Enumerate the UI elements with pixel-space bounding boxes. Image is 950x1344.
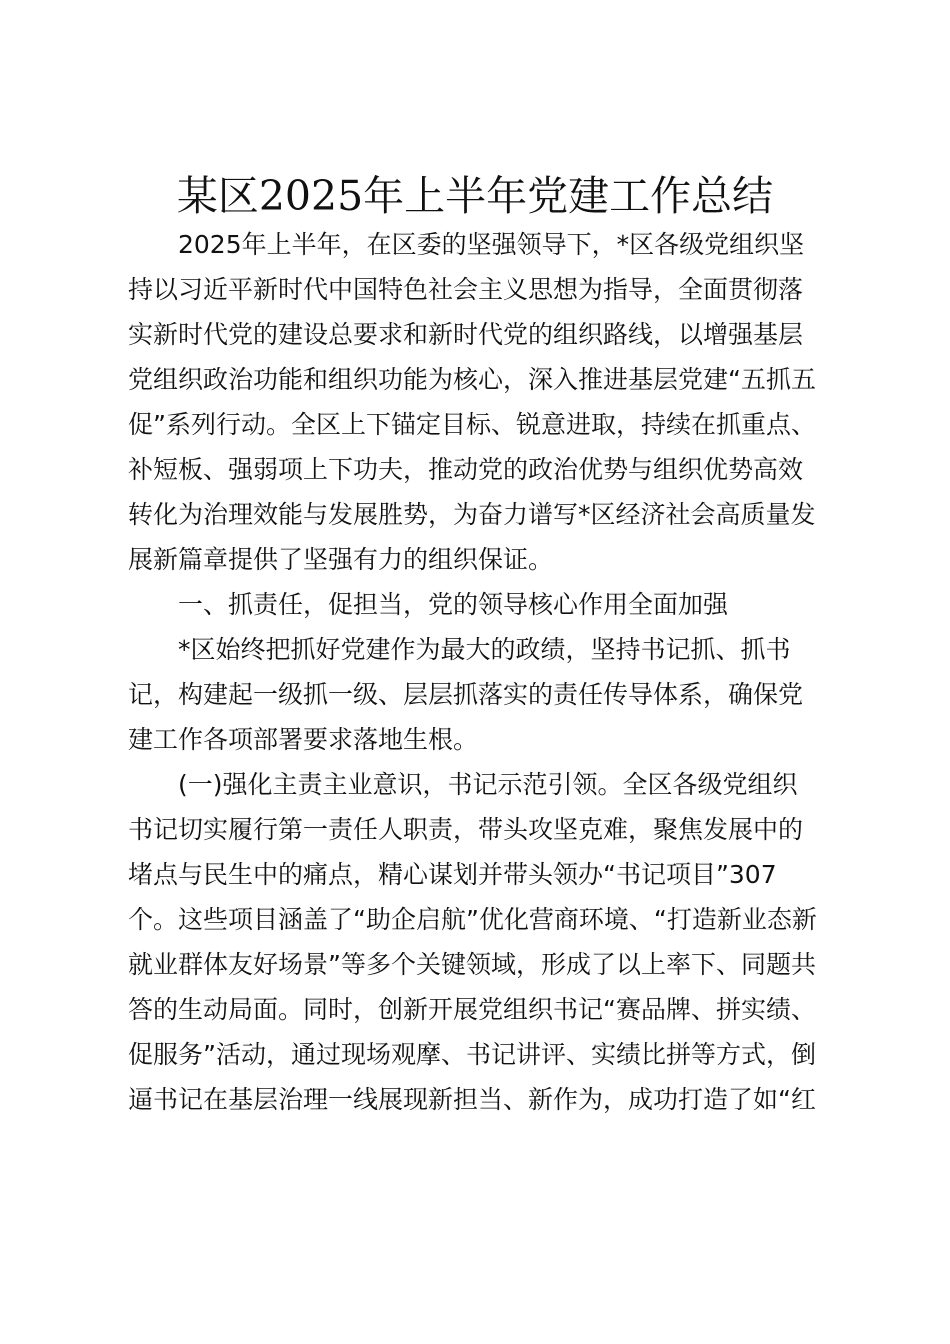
intro-line: 实新时代党的建设总要求和新时代党的组织路线，以增强基层	[128, 320, 804, 349]
intro-line: 持以习近平新时代中国特色社会主义思想为指导，全面贯彻落	[128, 275, 804, 304]
intro-line: 党组织政治功能和组织功能为核心，深入推进基层党建“五抓五	[128, 365, 816, 394]
intro-line: 补短板、强弱项上下功夫，推动党的政治优势与组织优势高效	[128, 455, 804, 484]
subsection-line: 个。这些项目涵盖了“助企启航”优化营商环境、“打造新业态新	[128, 905, 817, 934]
section-line: *区始终把抓好党建作为最大的政绩，坚持书记抓、抓书	[178, 635, 791, 664]
section-line: 建工作各项部署要求落地生根。	[128, 725, 479, 754]
intro-line: 促”系列行动。全区上下锚定目标、锐意进取，持续在抓重点、	[128, 410, 816, 439]
subsection-line: 逼书记在基层治理一线展现新担当、新作为，成功打造了如“红	[128, 1085, 816, 1114]
subsection-line: 就业群体友好场景”等多个关键领域，形成了以上率下、同题共	[128, 950, 816, 979]
section-heading: 一、抓责任，促担当，党的领导核心作用全面加强	[178, 590, 729, 619]
subsection-line: 书记切实履行第一责任人职责，带头攻坚克难，聚焦发展中的	[128, 815, 804, 844]
intro-line: 2025年上半年，在区委的坚强领导下，*区各级党组织坚	[178, 230, 805, 259]
intro-line: 转化为治理效能与发展胜势，为奋力谱写*区经济社会高质量发	[128, 500, 816, 529]
subsection-line: 堵点与民生中的痛点，精心谋划并带头领办“书记项目”307	[128, 860, 777, 889]
section-line: 记，构建起一级抓一级、层层抓落实的责任传导体系，确保党	[128, 680, 804, 709]
intro-line: 展新篇章提供了坚强有力的组织保证。	[128, 545, 554, 574]
document-title: 某区2025年上半年党建工作总结	[176, 172, 774, 220]
subsection-line: (一)强化主责主业意识，书记示范引领。全区各级党组织	[178, 770, 798, 799]
subsection-line: 促服务”活动，通过现场观摩、书记讲评、实绩比拼等方式，倒	[128, 1040, 816, 1069]
subsection-line: 答的生动局面。同时，创新开展党组织书记“赛品牌、拼实绩、	[128, 995, 816, 1024]
